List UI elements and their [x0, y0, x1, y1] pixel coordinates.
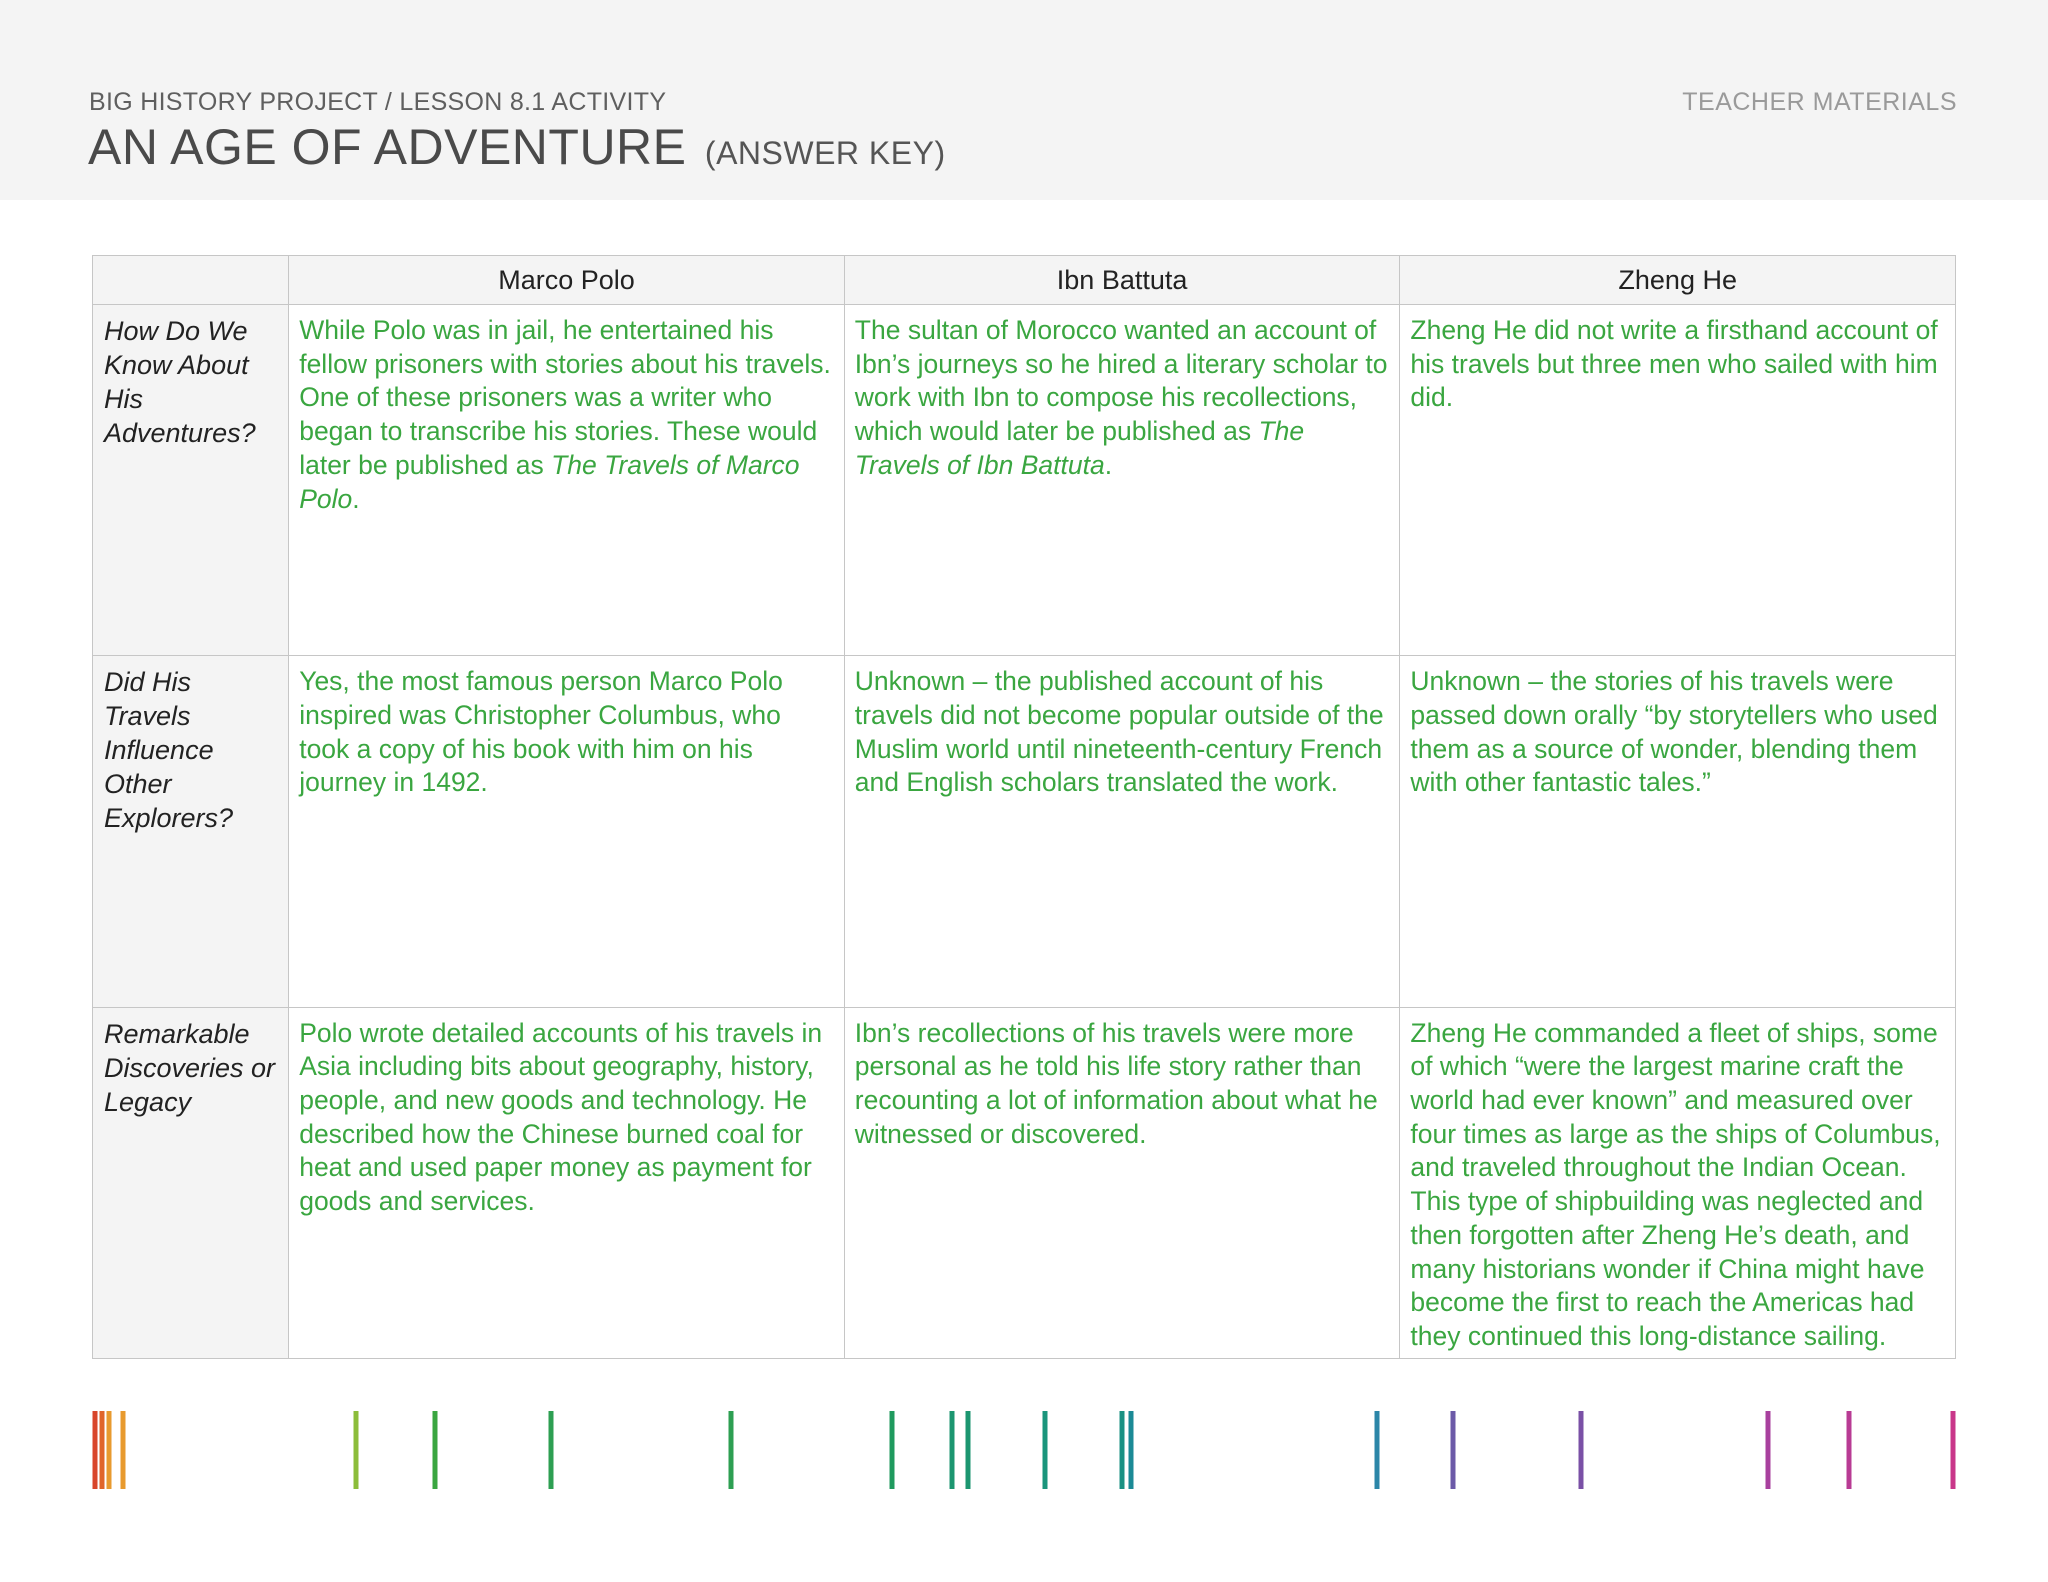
- timeline-tick: [93, 1411, 98, 1489]
- timeline-tick: [729, 1411, 734, 1489]
- breadcrumb: BIG HISTORY PROJECT / LESSON 8.1 ACTIVITY: [89, 88, 667, 116]
- answer-cell: [844, 1007, 1400, 1358]
- timeline-tick: [1120, 1411, 1125, 1489]
- table-corner-cell: [93, 256, 289, 305]
- answer-cell: [1400, 656, 1956, 1007]
- timeline-tick: [100, 1411, 105, 1489]
- timeline-tick: [966, 1411, 971, 1489]
- answer-cell: [289, 656, 845, 1007]
- timeline-tick: [1043, 1411, 1048, 1489]
- table-header-row: [93, 256, 1956, 305]
- answer-cell: [844, 656, 1400, 1007]
- timeline-tick: [354, 1411, 359, 1489]
- page-title-main: AN AGE OF ADVENTURE: [88, 119, 687, 175]
- answer-tail: .: [352, 483, 360, 514]
- page-title: [88, 118, 946, 176]
- row-label: How Do We Know About His Adventures?: [93, 305, 289, 656]
- timeline-tick: [1951, 1411, 1956, 1489]
- answer-text: Unknown – the stories of his travels were passed down orally “by storytellers who used them as a source of wonder, blending them with other fantastic tales.”: [1410, 666, 1938, 798]
- page-header: [0, 0, 2048, 200]
- answer-cell: [1400, 305, 1956, 656]
- book-title: The Travels of Ibn Battuta: [854, 416, 1305, 480]
- answer-cell: [844, 305, 1400, 656]
- answer-text: The sultan of Morocco wanted an account of Ibn’s journeys so he hired a literary scholar to work with Ibn to compose his recollections, which would later be published as: [854, 315, 1388, 447]
- table-row: [93, 656, 1956, 1007]
- answer-text: Unknown – the published account of his travels did not become popular outside of the Muslim world until nineteenth-century French and English scholars translated the work.: [854, 666, 1384, 798]
- timeline-tick: [1579, 1411, 1584, 1489]
- timeline-tick: [950, 1411, 955, 1489]
- book-title: The Travels of Marco Polo: [299, 449, 800, 514]
- answer-tail: .: [1104, 449, 1113, 480]
- timeline-tick: [1847, 1411, 1852, 1489]
- table-row: [93, 1007, 1956, 1358]
- timeline-tick: [1129, 1411, 1134, 1489]
- timeline-ticks: [93, 1411, 1956, 1489]
- column-header: Zheng He: [1400, 256, 1956, 305]
- timeline-tick: [121, 1411, 126, 1489]
- answer-text: Yes, the most famous person Marco Polo inspired was Christopher Columbus, who took a copy of his book with him on his journey in 1492.: [299, 666, 783, 798]
- column-header: Ibn Battuta: [844, 256, 1400, 305]
- column-header: Marco Polo: [289, 256, 845, 305]
- answer-cell: [289, 305, 845, 656]
- row-label: Remarkable Discoveries or Legacy: [93, 1007, 289, 1358]
- timeline-tick: [1375, 1411, 1380, 1489]
- answer-text: Polo wrote detailed accounts of his travels in Asia including bits about geography, history, people, and new goods and technology. He described how the Chinese burned coal for heat and used paper money as payment for goods and services.: [299, 1017, 823, 1217]
- timeline-tick: [890, 1411, 895, 1489]
- answer-table: [92, 255, 1956, 1359]
- answer-text: Ibn’s recollections of his travels were more personal as he told his life story rather than recounting a lot of information about what he witnessed or discovered.: [854, 1017, 1378, 1149]
- answer-text: Zheng He did not write a firsthand account of his travels but three men who sailed with him did.: [1410, 315, 1938, 413]
- teacher-materials-label: TEACHER MATERIALS: [1682, 88, 1957, 116]
- answer-cell: [289, 1007, 845, 1358]
- page-subtitle: (ANSWER KEY): [704, 135, 946, 171]
- answer-text: Zheng He commanded a fleet of ships, some of which “were the largest marine craft the world had ever known” and measured over four times as large as the ships of Columbus, and traveled throughout the Indian Ocean. This type of shipbuilding was neglected and then forgotten after Zheng He’s death, and many historians wonder if China might have become the first to reach the Americas had they continued this long-distance sailing.: [1410, 1017, 1941, 1351]
- answer-text: While Polo was in jail, he entertained his fellow prisoners with stories about his travels. One of these prisoners was a writer who began to transcribe his stories. These would later be published as: [299, 315, 831, 480]
- row-label: Did His Travels Influence Other Explorers?: [93, 656, 289, 1007]
- timeline-tick: [1451, 1411, 1456, 1489]
- timeline-tick: [1766, 1411, 1771, 1489]
- table-row: [93, 305, 1956, 656]
- answer-cell: [1400, 1007, 1956, 1358]
- timeline-tick: [433, 1411, 438, 1489]
- timeline-tick: [549, 1411, 554, 1489]
- timeline-tick: [107, 1411, 112, 1489]
